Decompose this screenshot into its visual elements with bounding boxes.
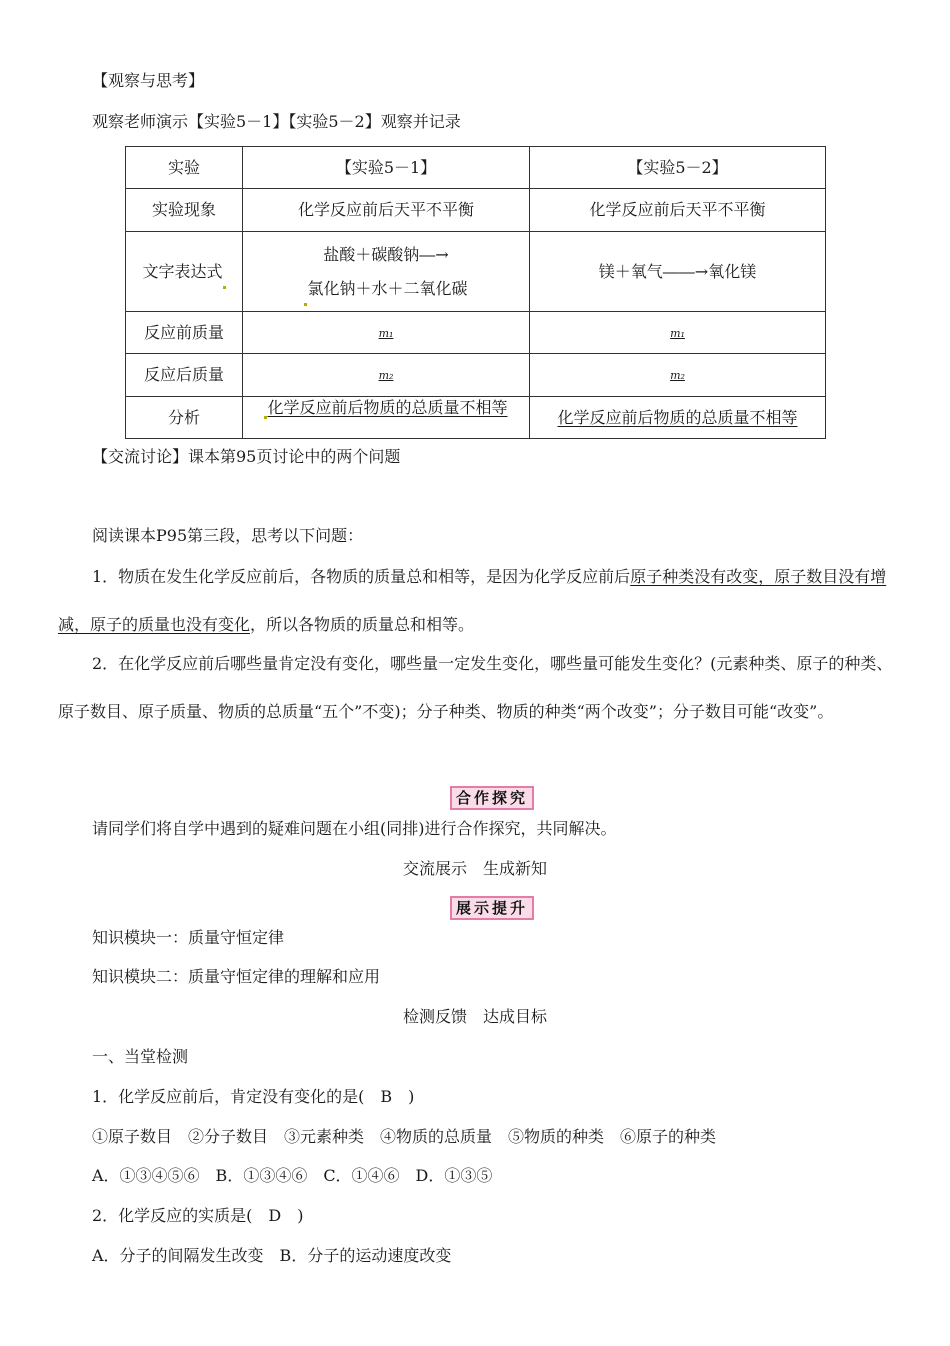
- section-title-exchange: 交流展示 生成新知: [402, 859, 547, 878]
- test-question-2-options: A．分子的间隔发生改变 B．分子的运动速度改变: [92, 1246, 452, 1265]
- mark-dot: [223, 286, 226, 289]
- section-title-test: 检测反馈 达成目标: [402, 1007, 547, 1026]
- knowledge-module-1: 知识模块一：质量守恒定律: [92, 928, 285, 947]
- mass-after: m₂: [670, 369, 685, 382]
- test-question-2: 2．化学反应的实质是( D ): [92, 1206, 304, 1225]
- table-cell: 镁＋氧气――→氧化镁: [530, 232, 826, 312]
- table-cell: [243, 232, 530, 312]
- table-header-cell: 【实验5－1】: [243, 147, 530, 189]
- mark-dot: [304, 303, 307, 306]
- observe-heading: 【观察与思考】: [92, 71, 205, 90]
- coop-line: 请同学们将自学中遇到的疑难问题在小组(同排)进行合作探究，共同解决。: [92, 819, 617, 838]
- table-row: [126, 189, 826, 232]
- mass-after: m₂: [378, 369, 394, 382]
- row-label: 反应后质量: [126, 354, 243, 397]
- analysis-text: 化学反应前后物质的总质量不相等: [267, 398, 508, 417]
- equation-line-2: [247, 272, 525, 306]
- table-cell: [530, 397, 826, 439]
- table-row: [126, 354, 826, 397]
- row-label: 实验现象: [126, 189, 243, 232]
- table-cell: [243, 397, 530, 439]
- read-line: 阅读课本P95第三段，思考以下问题：: [92, 526, 364, 545]
- question-1-prefix: 1．物质在发生化学反应前后，各物质的质量总和相等，是因为化学反应前后: [92, 567, 631, 586]
- table-row: [126, 312, 826, 354]
- analysis-text: 化学反应前后物质的总质量不相等: [557, 407, 798, 427]
- cooperate-explore-badge: 合作探究: [450, 786, 534, 810]
- table-header-cell: 【实验5－2】: [530, 147, 826, 189]
- table-row: [126, 397, 826, 439]
- table-cell: [243, 312, 530, 354]
- test-question-1: 1．化学反应前后，肯定没有变化的是( B ): [92, 1087, 415, 1106]
- observe-intro: 观察老师演示【实验5－1】【实验5－2】观察并记录: [92, 112, 461, 131]
- table-cell: [530, 312, 826, 354]
- table-row: [126, 232, 826, 312]
- row-label: 反应前质量: [126, 312, 243, 354]
- table-cell: [530, 354, 826, 397]
- row-label: [126, 232, 243, 312]
- mass-before: m₁: [670, 326, 685, 340]
- test-heading: 一、当堂检测: [92, 1047, 189, 1066]
- test-question-1-options: A．①③④⑤⑥ B．①③④⑥ C．①④⑥ D．①③⑤: [92, 1166, 493, 1185]
- mass-before: m₁: [378, 326, 394, 340]
- equation-line-1: 盐酸＋碳酸钠―→: [323, 244, 449, 264]
- experiment-table: [125, 146, 826, 439]
- knowledge-module-2: 知识模块二：质量守恒定律的理解和应用: [92, 967, 381, 986]
- table-cell: [243, 354, 530, 397]
- table-cell: 化学反应前后天平不平衡: [243, 189, 530, 232]
- question-1: [58, 553, 898, 649]
- row-label-text: 文字表达式: [142, 261, 223, 281]
- question-1-answer: 原子种类没有改变，原子数目没有增减，原子的质量也没有变化: [58, 567, 887, 634]
- test-question-1-items: ①原子数目 ②分子数目 ③元素种类 ④物质的总质量 ⑤物质的种类 ⑥原子的种类: [92, 1127, 717, 1146]
- table-row: [126, 147, 826, 189]
- question-1-suffix: ，所以各物质的质量总和相等。: [250, 615, 475, 634]
- equation-line-2-text: 氯化钠＋水＋二氧化碳: [307, 278, 468, 298]
- row-label: 分析: [126, 397, 243, 439]
- table-cell: 化学反应前后天平不平衡: [530, 189, 826, 232]
- show-improve-badge: 展示提升: [450, 896, 534, 920]
- table-header-cell: 实验: [126, 147, 243, 189]
- discuss-line: 【交流讨论】课本第95页讨论中的两个问题: [92, 447, 401, 466]
- question-2: 2．在化学反应前后哪些量肯定没有变化，哪些量一定发生变化，哪些量可能发生变化？(元素种类、原子的种类、原子数目、原子质量、物质的总质量“五个”不变)；分子种类、物质的种类“两个改变”；分子数目可能“改变”。: [58, 654, 893, 721]
